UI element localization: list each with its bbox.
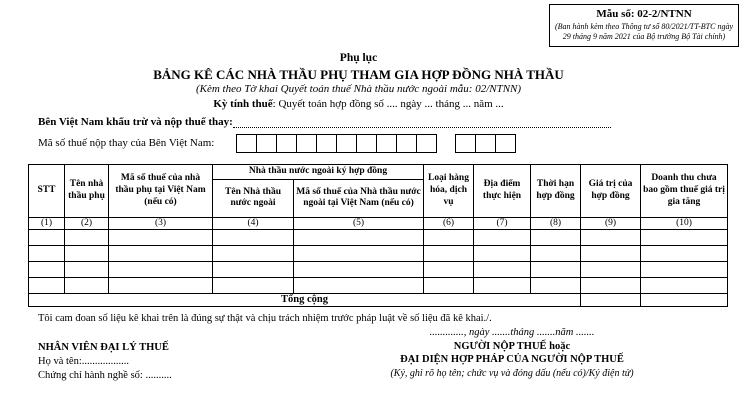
appendix-label: Phụ lục (339, 52, 378, 64)
signature-instruction: (Ký, ghi rõ họ tên; chức vụ và đóng dấu (nếu có)/Ký điện tử) (390, 368, 634, 380)
tax-code-digit-box[interactable] (476, 134, 496, 153)
table-empty-cell[interactable] (424, 245, 474, 261)
col-num: (8) (531, 217, 581, 229)
table-empty-cell[interactable] (29, 277, 65, 293)
table-empty-cell[interactable] (424, 277, 474, 293)
tax-code-boxes-branch[interactable] (455, 134, 516, 153)
table-empty-cell[interactable] (65, 245, 109, 261)
table-row (29, 229, 728, 245)
table-empty-cell[interactable] (213, 245, 294, 261)
table-empty-cell[interactable] (531, 261, 581, 277)
tax-agent-block (38, 326, 288, 384)
table-empty-cell[interactable] (29, 229, 65, 245)
party-section (38, 116, 745, 153)
tax-period-line (0, 98, 717, 111)
tax-code-digit-box[interactable] (277, 134, 297, 153)
table-empty-cell[interactable] (531, 229, 581, 245)
total-label: Tổng cộng (29, 293, 581, 306)
table-empty-cell[interactable] (109, 245, 213, 261)
tax-code-digit-box[interactable] (357, 134, 377, 153)
table-empty-cell[interactable] (65, 277, 109, 293)
withholding-party-fill-line[interactable] (233, 118, 611, 128)
table-empty-cell[interactable] (109, 229, 213, 245)
table-empty-cell[interactable] (65, 229, 109, 245)
col-num: (1) (29, 217, 65, 229)
tax-code-boxes-main[interactable] (236, 134, 437, 153)
tax-code-digit-box[interactable] (317, 134, 337, 153)
table-empty-cell[interactable] (581, 261, 641, 277)
table-empty-cell[interactable] (474, 277, 531, 293)
col-header-stt: STT (29, 164, 65, 217)
column-number-row (29, 217, 728, 229)
tax-agent-certificate-line[interactable]: Chứng chỉ hành nghề số: .......... (38, 370, 172, 382)
issuance-note: (Ban hành kèm theo Thông tư số 80/2021/TT-BTC ngày 29 tháng 9 năm 2021 của Bộ trưởng Bộ Tài chính) (555, 21, 733, 42)
table-empty-cell[interactable] (65, 261, 109, 277)
table-empty-cell[interactable] (294, 229, 424, 245)
table-empty-cell[interactable] (531, 277, 581, 293)
table-header-row-1 (29, 164, 728, 179)
tax-period-label: Kỳ tính thuế (213, 97, 273, 110)
table-empty-cell[interactable] (474, 229, 531, 245)
table-empty-cell[interactable] (29, 261, 65, 277)
table-empty-cell[interactable] (641, 245, 728, 261)
table-empty-cell[interactable] (109, 261, 213, 277)
form-number: Mẫu số: 02-2/NTNN (596, 8, 692, 20)
total-contract-value-cell[interactable] (581, 293, 641, 306)
title-subtitle: (Kèm theo Tờ khai Quyết toán thuế Nhà thầu nước ngoài mẫu: 02/NTNN) (195, 83, 522, 96)
tax-code-line (38, 134, 745, 153)
page-title: BẢNG KÊ CÁC NHÀ THẦU PHỤ THAM GIA HỢP ĐỒNG NHÀ THẦU (153, 66, 564, 82)
table-empty-cell[interactable] (213, 261, 294, 277)
form-number-box (549, 4, 739, 47)
table-row (29, 261, 728, 277)
table-empty-cell[interactable] (474, 261, 531, 277)
col-header-subcontractor-name: Tên nhà thầu phụ (65, 164, 109, 217)
table-empty-cell[interactable] (294, 245, 424, 261)
col-num: (10) (641, 217, 728, 229)
table-empty-cell[interactable] (581, 229, 641, 245)
table-empty-cell[interactable] (109, 277, 213, 293)
tax-code-digit-box[interactable] (496, 134, 516, 153)
col-group-foreign-contractor: Nhà thầu nước ngoài ký hợp đồng (213, 164, 424, 179)
table-empty-cell[interactable] (213, 229, 294, 245)
col-header-contract-term: Thời hạn hợp đồng (531, 164, 581, 217)
table-empty-cell[interactable] (424, 229, 474, 245)
tax-code-digit-box[interactable] (297, 134, 317, 153)
total-row (29, 293, 728, 306)
tax-period-value: : Quyết toán hợp đồng số .... ngày ... tháng ... năm ... (272, 97, 504, 110)
table-empty-cell[interactable] (581, 277, 641, 293)
table-empty-cell[interactable] (424, 261, 474, 277)
table-empty-cell[interactable] (531, 245, 581, 261)
tax-agent-name-line[interactable]: Họ và tên:.................. (38, 355, 129, 367)
tax-code-digit-box[interactable] (377, 134, 397, 153)
table-empty-cell[interactable] (641, 229, 728, 245)
legal-representative-title: ĐẠI DIỆN HỢP PHÁP CỦA NGƯỜI NỘP THUẾ (400, 354, 624, 366)
total-revenue-cell[interactable] (641, 293, 728, 306)
withholding-party-label: Bên Việt Nam khấu trừ và nộp thuế thay: (38, 115, 233, 128)
tax-code-digit-box[interactable] (257, 134, 277, 153)
table-empty-cell[interactable] (213, 277, 294, 293)
col-header-location: Địa điểm thực hiện (474, 164, 531, 217)
taxpayer-title: NGƯỜI NỘP THUẾ hoặc (453, 340, 571, 352)
tax-code-label: Mã số thuế nộp thay của Bên Việt Nam: (38, 137, 215, 150)
col-num: (9) (581, 217, 641, 229)
col-header-foreign-contractor-name: Tên Nhà thầu nước ngoài (213, 179, 294, 217)
col-num: (4) (213, 217, 294, 229)
col-header-foreign-contractor-taxcode: Mã số thuế của Nhà thầu nước ngoài tại Việt Nam (nếu có) (294, 179, 424, 217)
table-empty-cell[interactable] (474, 245, 531, 261)
table-row (29, 245, 728, 261)
withholding-party-line (38, 116, 745, 128)
col-header-subcontractor-taxcode: Mã số thuế của nhà thầu phụ tại Việt Nam (nếu có) (109, 164, 213, 217)
tax-agent-title: NHÂN VIÊN ĐẠI LÝ THUẾ (38, 341, 169, 353)
col-header-goods-services: Loại hàng hóa, dịch vụ (424, 164, 474, 217)
col-num: (7) (474, 217, 531, 229)
tax-code-digit-box[interactable] (397, 134, 417, 153)
col-num: (6) (424, 217, 474, 229)
tax-code-digit-box[interactable] (455, 134, 476, 153)
taxpayer-block (317, 326, 707, 384)
tax-code-digit-box[interactable] (236, 134, 257, 153)
declaration-text: Tôi cam đoan số liệu kê khai trên là đúng sự thật và chịu trách nhiệm trước pháp luật về số liệu đã kê khai./. (38, 312, 492, 324)
table-empty-cell[interactable] (581, 245, 641, 261)
col-num: (3) (109, 217, 213, 229)
signature-area (0, 326, 745, 384)
tax-code-digit-box[interactable] (417, 134, 437, 153)
table-empty-cell[interactable] (294, 261, 424, 277)
table-row (29, 277, 728, 293)
subcontractor-table (28, 164, 728, 307)
col-header-contract-value: Giá trị của hợp đồng (581, 164, 641, 217)
col-header-revenue-ex-vat: Doanh thu chưa bao gồm thuế giá trị gia tăng (641, 164, 728, 217)
table-empty-cell[interactable] (641, 277, 728, 293)
col-num: (2) (65, 217, 109, 229)
col-num: (5) (294, 217, 424, 229)
tax-code-digit-box[interactable] (337, 134, 357, 153)
table-empty-cell[interactable] (294, 277, 424, 293)
table-empty-cell[interactable] (29, 245, 65, 261)
date-line[interactable]: ............., ngày .......tháng .......năm ....... (429, 326, 595, 338)
table-empty-cell[interactable] (641, 261, 728, 277)
